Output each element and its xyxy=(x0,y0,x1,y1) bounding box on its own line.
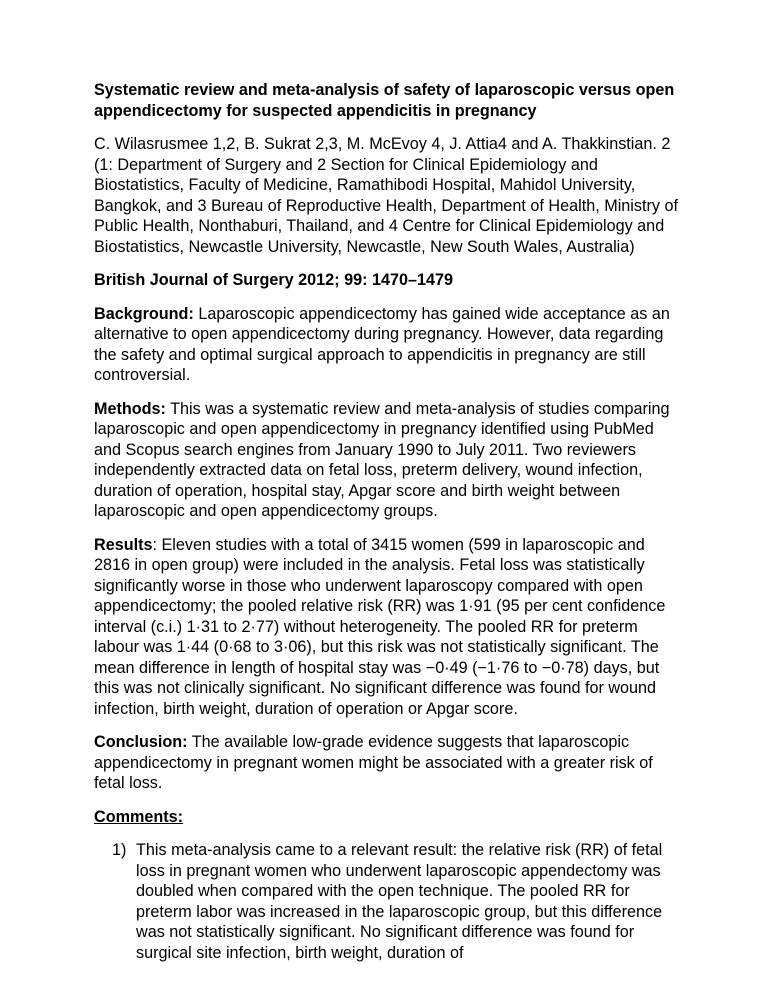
methods-text: This was a systematic review and meta-analysis of studies comparing laparoscopic and open appendicectomy in pregnancy identified using PubMed and Scopus search engines from January 1990 to July 2011. Two reviewers independently extracted data on fetal loss, preterm delivery, wound infection, duration of operation, hospital stay, Apgar score and birth weight between laparoscopic and open appendicectomy groups. xyxy=(94,399,670,520)
results-label: Results xyxy=(94,535,153,554)
author-affiliations: C. Wilasrusmee 1,2, B. Sukrat 2,3, M. McEvoy 4, J. Attia4 and A. Thakkinstian. 2 (1: Department of Surgery and 2 Section for Clinical Epidemiology and Biostatistics, Faculty of Medicine, Ramathibodi Hospital, Mahidol University, Bangkok, and 3 Bureau of Reproductive Health, Department of Health, Ministry of Public Health, Nonthaburi, Thailand, and 4 Centre for Clinical Epidemiology and Biostatistics, Newcastle University, Newcastle, New South Wales, Australia) xyxy=(94,135,678,256)
background-text: Laparoscopic appendicectomy has gained wide acceptance as an alternative to open appendicectomy during pregnancy. However, data regarding the safety and optimal surgical approach to appendicitis in pregnancy are still controversial. xyxy=(94,304,670,384)
comments-list xyxy=(94,840,684,963)
results-section xyxy=(94,535,684,720)
methods-label: Methods: xyxy=(94,399,166,418)
results-text: : Eleven studies with a total of 3415 women (599 in laparoscopic and 2816 in open group) were included in the analysis. Fetal loss was statistically significantly worse in those who underwent laparoscopy compared with open appendicectomy; the pooled relative risk (RR) was 1·91 (95 per cent confidence interval (c.i.) 1·31 to 2·77) without heterogeneity. The pooled RR for preterm labour was 1·44 (0·68 to 3·06), but this risk was not statistically significant. The mean difference in length of hospital stay was −0·49 (−1·76 to −0·78) days, but this was not clinically significant. No significant difference was found for wound infection, birth weight, duration of operation or Apgar score. xyxy=(94,535,666,718)
article-title: Systematic review and meta-analysis of safety of laparoscopic versus open appendicectomy for suspected appendicitis in pregnancy xyxy=(94,81,675,120)
background-label: Background: xyxy=(94,304,194,323)
conclusion-text: The available low-grade evidence suggests that laparoscopic appendicectomy in pregnant women might be associated with a greater risk of fetal loss. xyxy=(94,733,653,792)
comment-item xyxy=(112,840,684,963)
comments-heading: Comments: xyxy=(94,807,184,826)
comment-text: This meta-analysis came to a relevant result: the relative risk (RR) of fetal loss in pregnant women who underwent laparoscopic appendectomy was doubled when compared with the open technique. The pooled RR for preterm labor was increased in the laparoscopic group, but this difference was not statistically significant. No significant difference was found for surgical site infection, birth weight, duration of xyxy=(136,841,663,962)
methods-section xyxy=(94,399,684,522)
journal-citation: British Journal of Surgery 2012; 99: 1470–1479 xyxy=(94,271,453,289)
background-section xyxy=(94,304,684,386)
conclusion-section xyxy=(94,732,684,794)
comment-number: 1) xyxy=(112,841,127,859)
conclusion-label: Conclusion: xyxy=(94,733,188,751)
document-page xyxy=(94,80,684,963)
